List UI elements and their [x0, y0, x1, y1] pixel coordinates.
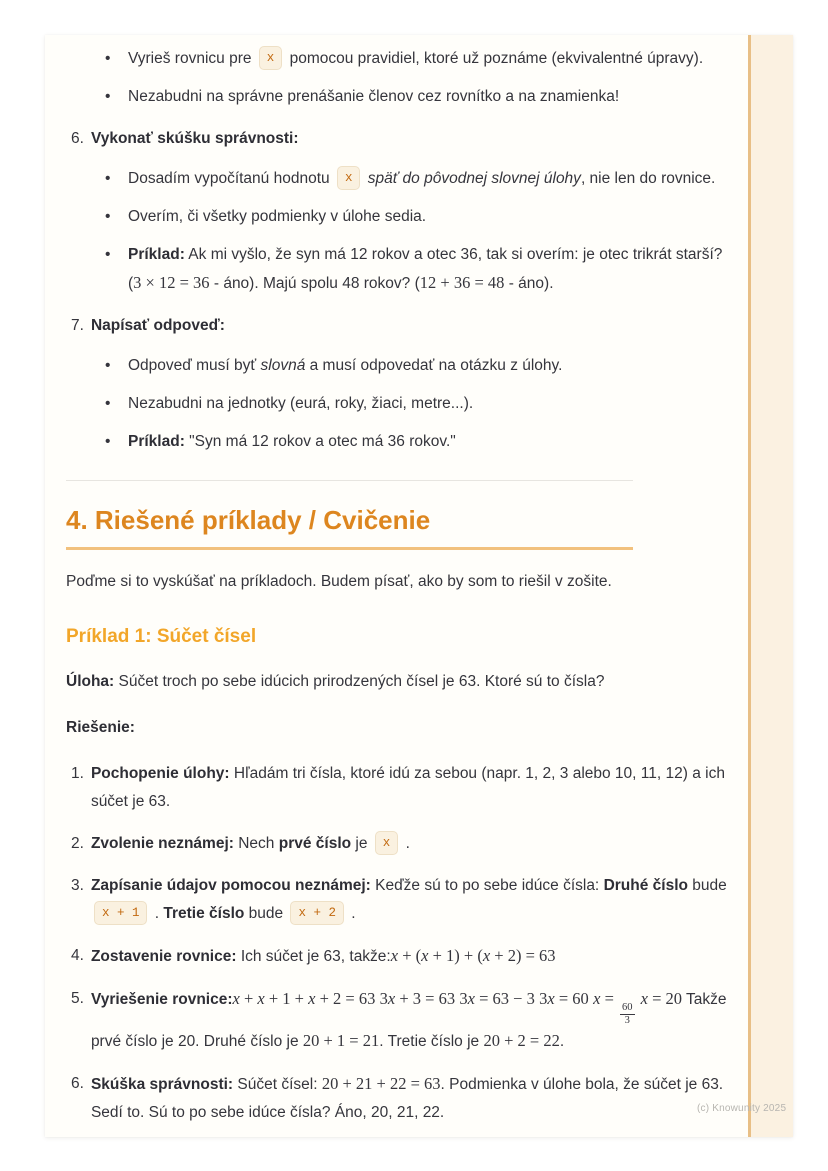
numbered-item [66, 942, 738, 971]
bullet-marker: • [105, 357, 111, 374]
math-expression: x + (x + 1) + (x + 2) = 63 [390, 946, 556, 965]
content-blocks [66, 35, 738, 1139]
inline-code-chip: x + 2 [290, 901, 344, 925]
inline-code-chip: x [259, 46, 283, 70]
math-expression: 12 + 36 = 48 [419, 273, 505, 292]
paragraph: Poďme si to vyskúšať na príkladoch. Budem písať, ako by som to riešil v zošite. [66, 573, 612, 590]
math-expression: x + x + 1 + x + 2 = 63 [232, 989, 376, 1008]
math-expression: 3x = 63 − 3 [459, 989, 535, 1008]
item-number: 3. [71, 877, 84, 894]
bullet-text: Nezabudni na správne prenášanie členov cez rovnítko a na znamienka! [128, 88, 620, 105]
bullet-text: Nezabudni na jednotky (eurá, roky, žiaci, metre...). [128, 395, 474, 412]
bold-text: Riešenie: [66, 719, 135, 736]
item-number: 1. [71, 765, 84, 782]
fraction-numerator: 60 [620, 1002, 635, 1015]
italic-text: späť do pôvodnej slovnej úlohy [367, 170, 581, 187]
item-text: Pochopenie úlohy: Hľadám tri čísla, ktoré idú za sebou (napr. 1, 2, 3 alebo 10, 11, 12) a ich súčet je 63. [90, 765, 725, 810]
bold-text: Pochopenie úlohy: [90, 765, 230, 782]
bullet-text: Dosadím vypočítanú hodnotu x späť do pôvodnej slovnej úlohy, nie len do rovnice. [128, 165, 738, 193]
bullet-item [66, 45, 738, 73]
bullet-marker: • [105, 208, 111, 225]
divider [66, 480, 633, 481]
bullet-item [66, 165, 738, 193]
inline-code-chip: x + 1 [94, 901, 148, 925]
bullet-list [66, 165, 738, 298]
bold-text: Skúška správnosti: [90, 1076, 234, 1094]
math-expression: 20 + 1 = 21 [302, 1031, 380, 1051]
italic-text: slovná [260, 357, 306, 374]
numbered-item [66, 830, 738, 858]
paragraph: Úloha: Súčet troch po sebe idúcich prirodzených čísel je 63. Ktoré sú to čísla? [66, 673, 605, 690]
numbered-item [66, 872, 738, 928]
numbered-item [66, 1070, 738, 1127]
math-fraction [620, 1002, 635, 1027]
numbered-item [66, 760, 738, 816]
bullet-text: Príklad: Ak mi vyšlo, že syn má 12 rokov a otec 36, tak si overím: je otec trikrát starší? (3 × 12 = 36 - áno). Majú spolu 48 rokov? (12 + 36 = 48 - áno). [128, 246, 723, 292]
bullet-text: Vyrieš rovnicu pre x pomocou pravidiel, ktoré už poznáme (ekvivalentné úpravy). [128, 45, 738, 73]
bullet-item [66, 390, 738, 418]
math-expression: x = 20 [640, 989, 683, 1008]
item-text: Zostavenie rovnice: Ich súčet je 63, takže:x + (x + 1) + (x + 2) = 63 [90, 946, 556, 965]
math-expression: 20 + 21 + 22 = 63 [321, 1074, 441, 1094]
item-number: 4. [71, 947, 84, 964]
item-text [91, 312, 738, 340]
bold-text: prvé číslo [278, 835, 352, 852]
item-text: Zapísanie údajov pomocou neznámej: Keďže sú to po sebe idúce čísla: Druhé číslo bude x + 1 . Tretie číslo bude x + 2 . [91, 872, 738, 928]
subsection-heading: Príklad 1: Súčet čísel [66, 626, 257, 647]
inline-code-chip: x [375, 831, 399, 855]
bullet-list [66, 352, 738, 456]
bullet-marker: • [105, 246, 111, 263]
section-heading: 4. Riešené príklady / Cvičenie [66, 503, 633, 550]
bullet-item [66, 203, 738, 231]
copyright-watermark: (c) Knowunity 2025 [697, 1103, 787, 1114]
bullet-text: Príklad: "Syn má 12 rokov a otec má 36 rokov." [128, 433, 456, 450]
bold-text: Príklad: [128, 246, 185, 263]
math-expression: 3 × 12 = 36 [133, 273, 210, 292]
bold-text: Úloha: [66, 673, 115, 690]
bullet-list [66, 45, 738, 111]
math-expression: 3x = 60 [539, 989, 589, 1008]
bold-text: Tretie číslo [163, 905, 245, 922]
bold-text: Druhé číslo [603, 877, 688, 894]
item-text [91, 125, 738, 153]
bullet-marker: • [105, 395, 111, 412]
item-number: 7. [71, 317, 84, 334]
math-expression: 20 + 2 = 22 [483, 1031, 560, 1051]
bullet-marker: • [105, 50, 111, 67]
bullet-marker: • [105, 88, 111, 105]
bullet-item [66, 352, 738, 380]
bold-text: Zostavenie rovnice: [90, 948, 237, 965]
page-edge-strip [748, 35, 793, 1137]
bullet-item [66, 241, 738, 298]
bold-text: Príklad: [128, 433, 185, 450]
bullet-item [66, 428, 738, 456]
item-text: Zvolenie neznámej: Nech prvé číslo je x . [91, 830, 738, 858]
fraction-denominator: 3 [624, 1015, 630, 1027]
bullet-text: Odpoveď musí byť slovná a musí odpovedať na otázku z úlohy. [128, 357, 563, 374]
bold-text: Vykonať skúšku správnosti: [90, 130, 299, 147]
item-text: Vyriešenie rovnice:x + x + 1 + x + 2 = 63 3x + 3 = 63 3x = 63 − 3 3x = 60 x = $\frac{60}{3}$ x = 20 Takže prvé číslo je 20. Druhé číslo je 20 + 1 = 21. Tretie číslo je 20 + 2 = 22. [90, 989, 727, 1051]
bullet-text: Overím, či všetky podmienky v úlohe sedia. [128, 208, 427, 225]
bold-text: Napísať odpoveď: [90, 317, 225, 334]
bullet-marker: • [105, 170, 111, 187]
document-page [45, 35, 793, 1137]
numbered-item [66, 312, 738, 340]
math-expression: x = [593, 989, 619, 1008]
bold-text: Vyriešenie rovnice: [90, 991, 233, 1008]
item-number: 6. [71, 130, 84, 147]
inline-code-chip: x [337, 166, 361, 190]
bold-text: Zapísanie údajov pomocou neznámej: [90, 877, 371, 894]
numbered-item [66, 985, 738, 1056]
bullet-item [66, 83, 738, 111]
numbered-item [66, 125, 738, 153]
bullet-marker: • [105, 433, 111, 450]
math-expression: 3x + 3 = 63 [379, 989, 456, 1008]
item-number: 6. [71, 1075, 84, 1093]
item-number: 5. [71, 990, 84, 1007]
paragraph [66, 714, 738, 742]
item-number: 2. [71, 835, 84, 852]
item-text: Skúška správnosti: Súčet čísel: 20 + 21 + 22 = 63. Podmienka v úlohe bola, že súčet je 63. Sedí to. Sú to po sebe idúce čísla? Áno, 20, 21, 22. [90, 1074, 724, 1122]
bold-text: Zvolenie neznámej: [90, 835, 234, 852]
